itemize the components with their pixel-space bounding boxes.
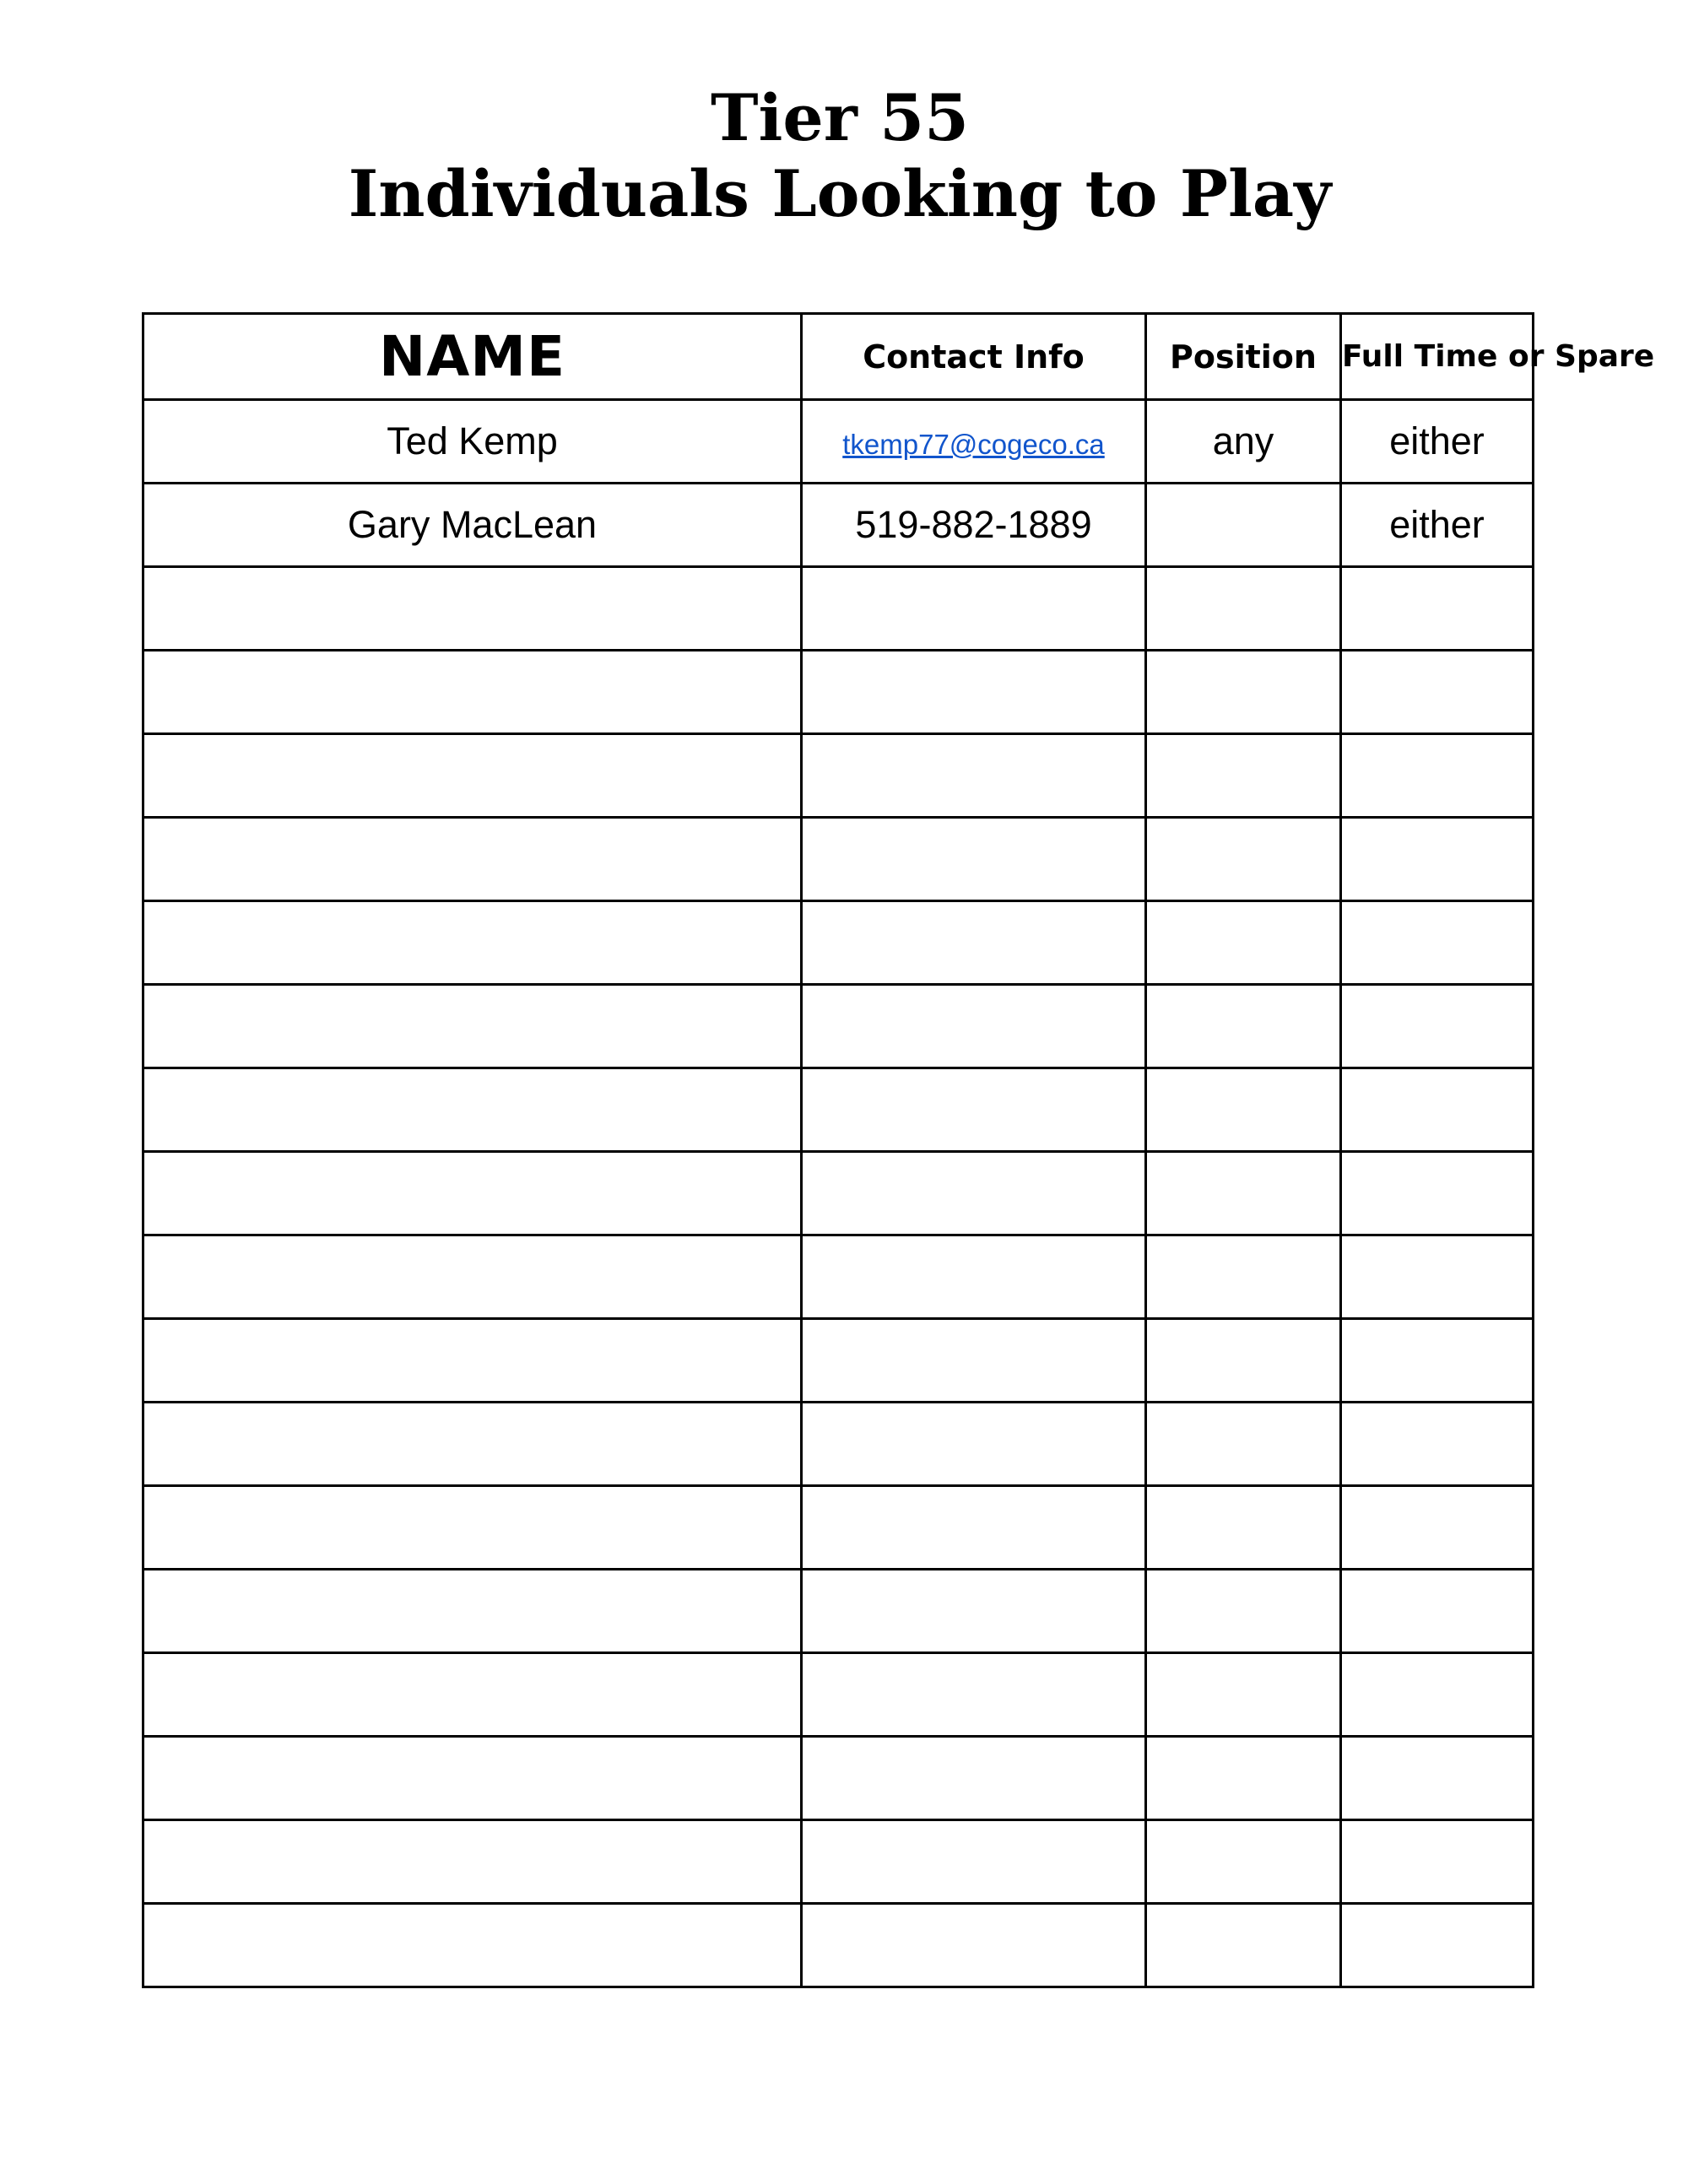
table-row — [143, 1904, 1534, 1987]
cell-status — [1341, 1319, 1534, 1403]
cell-name — [143, 1235, 802, 1319]
cell-position — [1146, 1820, 1341, 1904]
table-row — [143, 1486, 1534, 1570]
table-row — [143, 400, 1534, 484]
table-row — [143, 1570, 1534, 1653]
players-table — [142, 312, 1655, 1988]
cell-name — [143, 1570, 802, 1653]
cell-contact — [802, 651, 1146, 734]
cell-status — [1341, 1820, 1534, 1904]
cell-contact: 519-882-1889 — [802, 484, 1146, 567]
cell-position — [1146, 1904, 1341, 1987]
cell-name — [143, 818, 802, 901]
cell-status — [1341, 1486, 1534, 1570]
cell-status — [1341, 1904, 1534, 1987]
cell-contact — [802, 1235, 1146, 1319]
cell-name — [143, 1653, 802, 1737]
cell-contact — [802, 400, 1146, 484]
cell-contact — [802, 1570, 1146, 1653]
cell-contact — [802, 1068, 1146, 1152]
cell-position — [1146, 818, 1341, 901]
cell-position: any — [1146, 400, 1341, 484]
table-body — [143, 400, 1534, 1987]
table-row — [143, 1737, 1534, 1820]
header-contact-info: Contact Info — [802, 314, 1146, 400]
table-row — [143, 734, 1534, 818]
cell-status — [1341, 567, 1534, 651]
cell-status — [1341, 1653, 1534, 1737]
document-header — [0, 80, 1680, 232]
cell-status — [1341, 1068, 1534, 1152]
cell-name — [143, 1403, 802, 1486]
cell-position — [1146, 1570, 1341, 1653]
header-position: Position — [1146, 314, 1341, 400]
cell-status — [1341, 1403, 1534, 1486]
cell-contact — [802, 1152, 1146, 1235]
cell-contact — [802, 1653, 1146, 1737]
cell-position — [1146, 1152, 1341, 1235]
table-row — [143, 985, 1534, 1068]
table-row — [143, 1068, 1534, 1152]
cell-name — [143, 1152, 802, 1235]
table-row — [143, 1820, 1534, 1904]
cell-status — [1341, 901, 1534, 985]
table-header-row — [143, 314, 1534, 400]
cell-position — [1146, 1068, 1341, 1152]
page-subtitle: Individuals Looking to Play — [348, 156, 1332, 231]
table-row — [143, 901, 1534, 985]
cell-contact — [802, 985, 1146, 1068]
cell-name — [143, 734, 802, 818]
cell-name — [143, 1820, 802, 1904]
cell-contact — [802, 818, 1146, 901]
cell-name — [143, 1486, 802, 1570]
cell-name — [143, 985, 802, 1068]
cell-contact — [802, 567, 1146, 651]
table-row — [143, 1403, 1534, 1486]
cell-position — [1146, 1403, 1341, 1486]
cell-name — [143, 1068, 802, 1152]
cell-position — [1146, 901, 1341, 985]
cell-contact — [802, 734, 1146, 818]
table-row — [143, 1152, 1534, 1235]
cell-name — [143, 567, 802, 651]
table-row — [143, 1235, 1534, 1319]
email-link[interactable]: tkemp77@cogeco.ca — [842, 429, 1105, 460]
cell-position — [1146, 1653, 1341, 1737]
cell-position — [1146, 1319, 1341, 1403]
cell-position — [1146, 484, 1341, 567]
table-row — [143, 567, 1534, 651]
cell-position — [1146, 734, 1341, 818]
cell-name — [143, 651, 802, 734]
table-row — [143, 484, 1534, 567]
cell-position — [1146, 1235, 1341, 1319]
cell-name — [143, 1737, 802, 1820]
table-row — [143, 818, 1534, 901]
cell-name — [143, 1319, 802, 1403]
cell-position — [1146, 1486, 1341, 1570]
table-row — [143, 1653, 1534, 1737]
cell-name — [143, 901, 802, 985]
cell-position — [1146, 985, 1341, 1068]
cell-name — [143, 1904, 802, 1987]
cell-name: Gary MacLean — [143, 484, 802, 567]
cell-contact — [802, 1403, 1146, 1486]
cell-status — [1341, 985, 1534, 1068]
cell-status — [1341, 734, 1534, 818]
cell-contact — [802, 1904, 1146, 1987]
cell-status: either — [1341, 400, 1534, 484]
table-row — [143, 651, 1534, 734]
cell-status — [1341, 1570, 1534, 1653]
cell-status — [1341, 1737, 1534, 1820]
cell-status — [1341, 1235, 1534, 1319]
cell-status — [1341, 1152, 1534, 1235]
cell-position — [1146, 567, 1341, 651]
cell-status — [1341, 651, 1534, 734]
table-row — [143, 1319, 1534, 1403]
cell-position — [1146, 1737, 1341, 1820]
cell-contact — [802, 1820, 1146, 1904]
cell-status — [1341, 818, 1534, 901]
cell-contact — [802, 1737, 1146, 1820]
cell-status: either — [1341, 484, 1534, 567]
cell-contact — [802, 1486, 1146, 1570]
cell-position — [1146, 651, 1341, 734]
page-title: Tier 55 — [710, 80, 970, 155]
cell-contact — [802, 1319, 1146, 1403]
header-full-time-or-spare: Full Time or Spare — [1341, 314, 1534, 400]
header-name: NAME — [143, 314, 802, 400]
cell-contact — [802, 901, 1146, 985]
cell-name: Ted Kemp — [143, 400, 802, 484]
